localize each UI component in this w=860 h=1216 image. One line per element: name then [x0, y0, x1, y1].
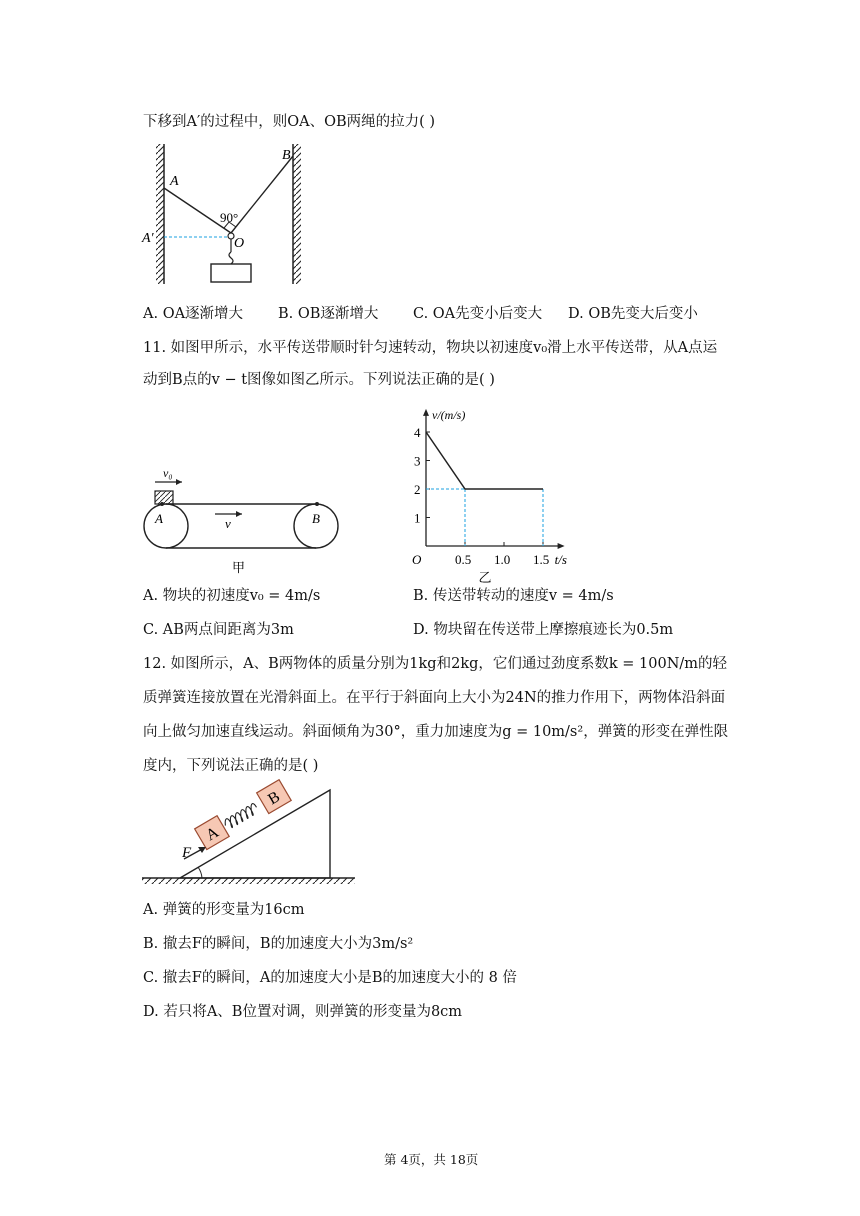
q11-conveyor-figure — [140, 462, 350, 577]
right-wall-hatch — [293, 144, 301, 284]
page-footer: 第 4页，共 18页 — [384, 1152, 479, 1167]
q11-option-d: D. 物块留在传送带上摩擦痕迹长为0.5m — [413, 622, 674, 638]
q11-option-b: B. 传送带转动的速度v = 4m/s — [413, 588, 614, 604]
label-A-prime: A′ — [142, 231, 154, 246]
pulley-left — [144, 504, 188, 548]
point-A — [160, 502, 164, 506]
label-B: B — [312, 511, 320, 526]
q10-stem-tail: 下移到A′的过程中，则OA、OB两绳的拉力( ) — [143, 114, 436, 130]
label-F: F — [182, 845, 192, 861]
v0-arrowhead — [176, 479, 182, 485]
q10-rope-figure — [140, 140, 310, 295]
hook — [229, 252, 233, 264]
label-angle-90: 90° — [220, 210, 239, 225]
label-v0: v₀ — [163, 466, 173, 480]
q12-option-b: B. 撤去F的瞬间，B的加速度大小为3m/s² — [143, 936, 414, 952]
y-tick-label: 2 — [414, 482, 421, 497]
y-tick-label: 3 — [414, 453, 421, 469]
label-block-A: A — [203, 823, 222, 845]
q11-option-c: C. AB两点间距离为3m — [143, 622, 294, 638]
caption-jia: 甲 — [232, 560, 246, 575]
caption-yi: 乙 — [478, 570, 492, 585]
q11-vt-chart — [410, 392, 590, 585]
y-axis-arrowhead — [423, 409, 429, 416]
q11-stem-line1: 11. 如图甲所示，水平传送带顺时针匀速转动，物块以初速度v₀滑上水平传送带，从A点运 — [143, 340, 718, 356]
label-A: A — [170, 174, 179, 189]
q10-option-d: D. OB先变大后变小 — [568, 306, 698, 322]
y-tick-label: 4 — [414, 425, 421, 440]
y-tick-label: 1 — [414, 510, 421, 526]
left-wall-hatch — [156, 144, 164, 284]
x-tick-label: 1.0 — [494, 552, 511, 567]
q12-stem-line3: 向上做匀加速直线运动。斜面倾角为30°，重力加速度为g = 10m/s²，弹簧的形变在弹性限 — [143, 724, 729, 740]
q11-option-a: A. 物块的初速度v₀ = 4m/s — [143, 588, 321, 604]
q12-option-c: C. 撤去F的瞬间，A的加速度大小是B的加速度大小的 8 倍 — [143, 970, 517, 986]
origin-label: O — [412, 552, 422, 567]
velocity-line — [426, 432, 543, 489]
block — [155, 491, 173, 504]
rope-OB — [231, 156, 293, 233]
q12-stem-line1: 12. 如图所示，A、B两物体的质量分别为1kg和2kg，它们通过劲度系数k = 100N/m的轻 — [143, 656, 728, 672]
label-block-B: B — [265, 788, 284, 809]
label-v: v — [225, 516, 231, 531]
v-arrowhead — [236, 511, 242, 517]
q12-stem-line4: 度内，下列说法正确的是( ) — [143, 758, 319, 774]
q12-option-a: A. 弹簧的形变量为16cm — [143, 902, 305, 918]
ground-hatch — [142, 878, 355, 884]
incline-angle-arc — [198, 867, 202, 878]
x-axis-arrowhead — [558, 543, 565, 549]
q12-incline-figure — [140, 784, 365, 889]
q10-option-b: B. OB逐渐增大 — [278, 306, 379, 322]
label-B: B — [282, 148, 291, 163]
x-tick-label: 1.5 — [533, 552, 550, 567]
x-axis-label: t/s — [554, 552, 567, 567]
q12-option-d: D. 若只将A、B位置对调，则弹簧的形变量为8cm — [143, 1004, 463, 1020]
q10-option-c: C. OA先变小后变大 — [413, 306, 543, 322]
y-axis-label: v/(m/s) — [432, 407, 466, 422]
spring — [223, 803, 259, 830]
x-tick-label: 0.5 — [455, 552, 472, 567]
label-O: O — [234, 236, 245, 251]
q11-stem-line2: 动到B点的v − t图像如图乙所示。下列说法正确的是( ) — [143, 372, 495, 388]
weight-block — [211, 264, 251, 282]
q10-option-a: A. OA逐渐增大 — [143, 306, 244, 322]
q12-stem-line2: 质弹簧连接放置在光滑斜面上。在平行于斜面向上大小为24N的推力作用下，两物体沿斜面 — [143, 690, 726, 706]
point-B — [315, 502, 319, 506]
label-A: A — [155, 511, 163, 526]
